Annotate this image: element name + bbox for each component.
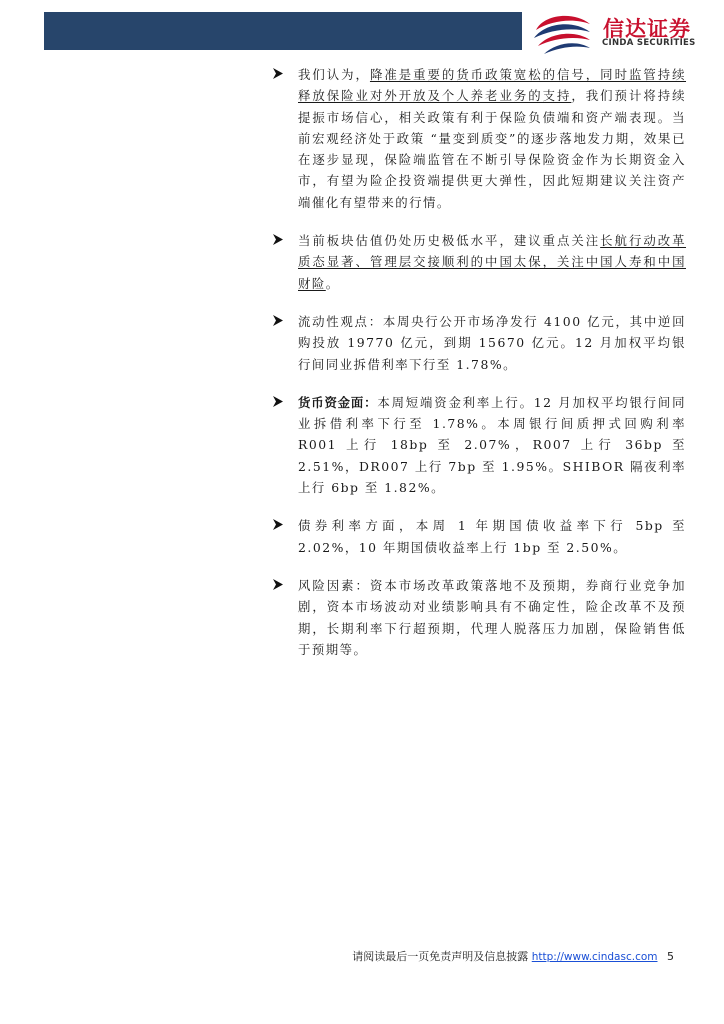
arrow-bullet-icon	[272, 67, 284, 80]
list-item	[270, 575, 686, 660]
page-number: 5	[667, 950, 674, 963]
list-item	[270, 64, 686, 213]
underlined-text: 长航行动改革质态显著、管理层交接顺利的中国太保，关注中国人寿和中国财险	[298, 233, 687, 291]
arrow-bullet-icon	[272, 233, 284, 246]
paragraph-valuation	[298, 230, 686, 294]
text-span: 我们认为，	[298, 67, 370, 82]
text-span: 。	[325, 275, 340, 291]
text-span: 当前板块估值仍处历史极低水平，建议重点关注	[298, 233, 601, 249]
underlined-text: 降准是重要的货币政策宽松的信号，同时监管持续释放保险业对外开放及个人养老业务的支持	[298, 67, 687, 104]
arrow-bullet-icon	[272, 314, 284, 327]
footer	[352, 948, 674, 964]
header-bar	[44, 12, 522, 50]
logo-english-name: CINDA SECURITIES	[602, 38, 696, 48]
text-span: 本周短端资金利率上行。12 月加权平均银行间同业拆借利率下行至 1.78%。本周银行间质押式回购利率 R001 上行 18bp 至 2.07%，R007 上行 36bp 至 2.51%，DR007 上行 7bp 至 1.95%。SHIBOR 隔夜利率上行 6bp 至 1.82%。	[298, 394, 686, 496]
paragraph-bond-yields: 债券利率方面，本周 1 年期国债收益率下行 5bp 至 2.02%，10 年期国债收益率上行 1bp 至 2.50%。	[298, 518, 686, 555]
paragraph-risk-factors: 风险因素：资本市场改革政策落地不及预期，券商行业竞争加剧，资本市场波动对业绩影响具有不确定性，险企改革不及预期，长期利率下行超预期，代理人脱落压力加剧，保险销售低于预期等。	[298, 577, 686, 657]
paragraph-money-market	[298, 392, 686, 498]
website-link[interactable]: http://www.cindasc.com	[531, 951, 658, 963]
arrow-bullet-icon	[272, 395, 284, 408]
footer-disclaimer: 请阅读最后一页免责声明及信息披露	[352, 950, 529, 963]
arrow-bullet-icon	[272, 518, 284, 531]
paragraph-policy-view	[298, 64, 686, 213]
paragraph-liquidity: 流动性观点：本周央行公开市场净发行 4100 亿元，其中逆回购投放 19770 亿元，到期 15670 亿元。12 月加权平均银行间同业拆借利率下行至 1.78%。	[298, 313, 686, 372]
report-body	[270, 64, 686, 677]
cinda-logo-icon	[530, 12, 594, 56]
list-item	[270, 392, 686, 498]
list-item	[270, 515, 686, 558]
bold-lead-text: 货币资金面：	[298, 394, 378, 410]
arrow-bullet-icon	[272, 578, 284, 591]
list-item	[270, 230, 686, 294]
list-item	[270, 311, 686, 375]
text-span: ，我们预计将持续提振市场信心，相关政策有利于保险负债端和资产端表现。当前宏观经济处于政策 “量变到质变”的逐步落地发力期，效果已在逐步显现，保险端监管在不断引导保险资金作为长期资金入市，有望为险企投资端提供更大弹性，因此短期建议关注资产端催化有望带来的行情。	[298, 88, 687, 210]
logo-chinese-name: 信达证券	[603, 17, 691, 41]
